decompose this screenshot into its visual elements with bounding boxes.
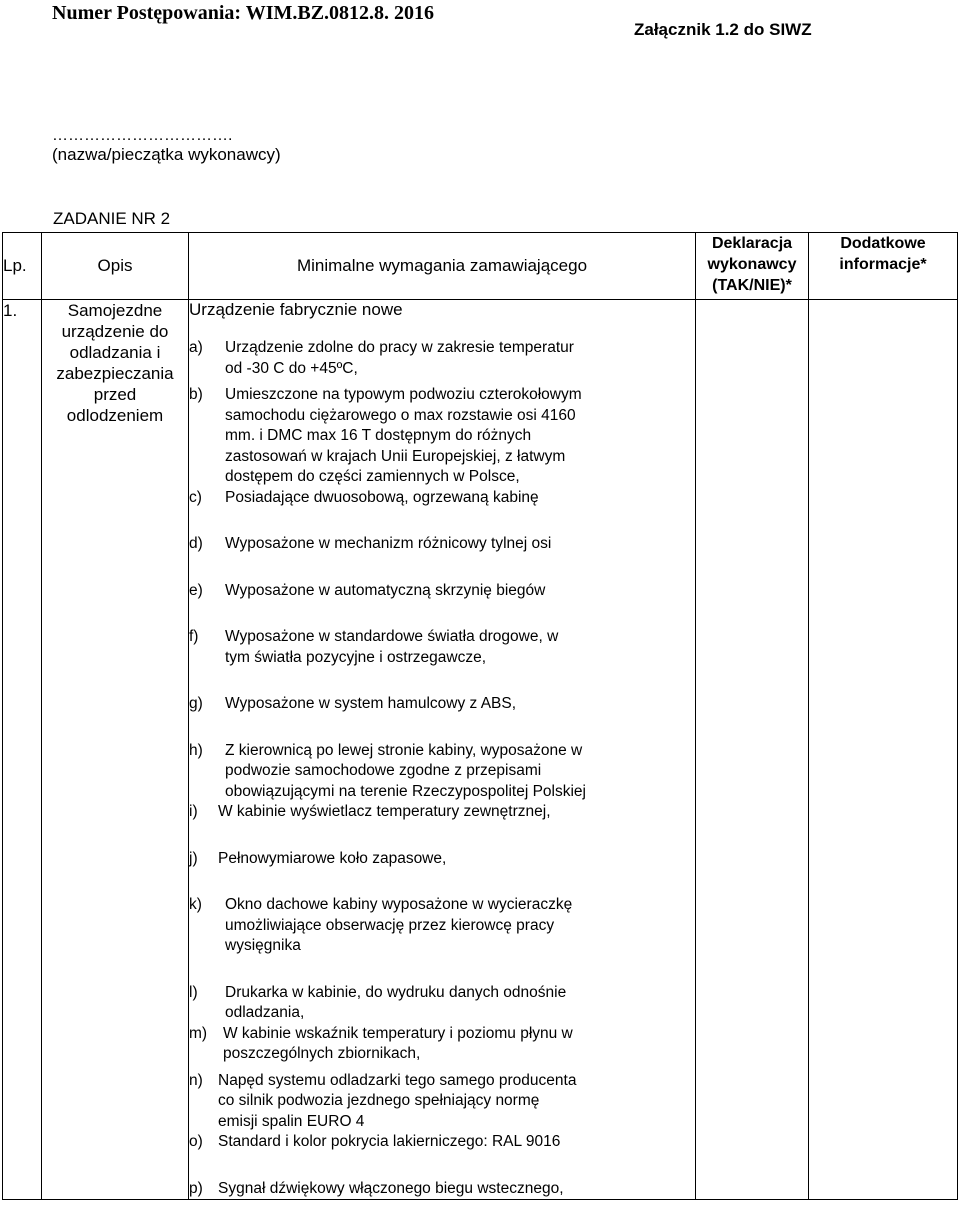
item-line: W kabinie wskaźnik temperatury i poziomu płynu w	[223, 1024, 573, 1042]
item-line: podwozie samochodowe zgodne z przepisami	[225, 762, 542, 779]
requirement-item-h	[189, 741, 695, 803]
requirement-item-i	[189, 802, 695, 823]
table-row	[3, 300, 958, 1200]
item-marker: f)	[189, 628, 199, 645]
header-declaration	[696, 233, 809, 300]
item-line: Z kierownicą po lewej stronie kabiny, wyposażone w	[225, 741, 583, 759]
item-line: samochodu ciężarowego o max rozstawie osi 4160	[225, 406, 576, 424]
requirement-item-m	[189, 1024, 695, 1065]
declaration-cell[interactable]	[696, 300, 809, 1200]
task-title: ZADANIE NR 2	[53, 209, 171, 228]
item-line: Wyposażone w mechanizm różnicowy tylnej osi	[225, 535, 552, 552]
requirement-item-o	[189, 1132, 695, 1153]
item-marker: l)	[189, 983, 198, 1001]
row-lp: 1.	[3, 300, 42, 1200]
description-line: odlodzeniem	[66, 406, 164, 425]
requirement-item-b	[189, 385, 695, 488]
requirement-item-a	[189, 338, 695, 379]
tender-number: Numer Postępowania: WIM.BZ.0812.8. 2016	[52, 2, 435, 24]
requirement-item-k	[189, 895, 695, 957]
description-line: odladzania i	[69, 343, 161, 362]
item-marker: i)	[189, 803, 198, 820]
requirement-title: Urządzenie fabrycznie nowe	[189, 300, 403, 319]
requirement-item-f	[189, 627, 695, 668]
item-marker: o)	[189, 1133, 203, 1150]
header-declaration-line: wykonawcy	[707, 256, 797, 273]
item-marker: p)	[189, 1179, 203, 1197]
item-marker: j)	[189, 849, 198, 867]
item-line: odladzania,	[225, 1004, 305, 1021]
item-marker: e)	[189, 581, 203, 599]
item-marker: a)	[189, 339, 203, 356]
item-line: Napęd systemu odladzarki tego samego producenta	[218, 1071, 577, 1089]
header-additional-line: Dodatkowe	[840, 235, 926, 252]
contractor-label: (nazwa/pieczątka wykonawcy)	[52, 145, 281, 164]
item-marker: g)	[189, 695, 203, 712]
item-line: zastosowań w krajach Unii Europejskiej, z łatwym	[225, 447, 566, 465]
row-requirements	[189, 300, 696, 1200]
header-additional	[809, 233, 958, 300]
item-marker: m)	[189, 1024, 208, 1042]
item-line: co silnik podwozia jezdnego spełniający normę	[218, 1092, 540, 1109]
requirements-table	[2, 232, 958, 1200]
requirement-item-p	[189, 1179, 695, 1200]
item-line: umożliwiające obserwację przez kierowcę pracy	[225, 916, 555, 934]
item-line: Wyposażone w automatyczną skrzynię biegów	[225, 581, 546, 599]
requirement-item-e	[189, 581, 695, 602]
description-line: Samojezdne	[67, 301, 163, 320]
table-header-row	[3, 233, 958, 300]
additional-info-cell[interactable]	[809, 300, 958, 1200]
contractor-dots: …………………………….	[52, 127, 233, 144]
attachment-label: Załącznik 1.2 do SIWZ	[634, 20, 812, 39]
item-line: Posiadające dwuosobową, ogrzewaną kabinę	[225, 488, 539, 506]
item-line: Okno dachowe kabiny wyposażone w wycieraczkę	[225, 896, 573, 913]
description-line: zabezpieczania	[56, 364, 174, 383]
item-line: Wyposażone w system hamulcowy z ABS,	[225, 695, 517, 712]
item-marker: c)	[189, 488, 202, 506]
requirement-item-n	[189, 1071, 695, 1133]
requirement-item-j	[189, 849, 695, 870]
requirement-item-c	[189, 488, 695, 509]
header-description: Opis	[42, 233, 189, 300]
item-marker: k)	[189, 896, 202, 913]
item-marker: h)	[189, 741, 203, 759]
item-marker: n)	[189, 1071, 203, 1089]
item-line: dostępem do części zamiennych w Polsce,	[225, 468, 520, 485]
description-line: przed	[93, 385, 137, 404]
header-declaration-line: (TAK/NIE)*	[712, 277, 792, 294]
requirement-item-d	[189, 534, 695, 555]
item-marker: b)	[189, 386, 203, 403]
header-additional-line: informacje*	[839, 256, 927, 273]
item-line: tym światła pozycyjne i ostrzegawcze,	[225, 648, 487, 666]
item-line: W kabinie wyświetlacz temperatury zewnętrznej,	[218, 803, 551, 820]
header-declaration-line: Deklaracja	[711, 235, 793, 252]
header-requirements: Minimalne wymagania zamawiającego	[189, 233, 696, 300]
item-line: Urządzenie zdolne do pracy w zakresie temperatur	[225, 339, 574, 356]
item-line: wysięgnika	[225, 937, 301, 954]
item-line: Wyposażone w standardowe światła drogowe, w	[225, 628, 559, 645]
item-line: obowiązującymi na terenie Rzeczypospolitej Polskiej	[225, 782, 586, 800]
row-description	[42, 300, 189, 1200]
description-line: urządzenie do	[61, 322, 169, 341]
item-line: poszczególnych zbiornikach,	[223, 1045, 421, 1062]
item-line: mm. i DMC max 16 T dostępnym do różnych	[225, 427, 532, 444]
item-marker: d)	[189, 535, 203, 552]
requirement-item-g	[189, 694, 695, 715]
item-line: Umieszczone na typowym podwoziu czterokołowym	[225, 386, 582, 403]
item-line: Drukarka w kabinie, do wydruku danych odnośnie	[225, 983, 567, 1001]
item-line: od -30 C do +45ºC,	[225, 359, 358, 377]
header-lp: Lp.	[3, 233, 42, 300]
item-line: Standard i kolor pokrycia lakierniczego: RAL 9016	[218, 1133, 561, 1150]
requirement-item-l	[189, 983, 695, 1024]
item-line: Pełnowymiarowe koło zapasowe,	[218, 849, 447, 867]
item-line: Sygnał dźwiękowy włączonego biegu wstecznego,	[218, 1179, 564, 1197]
item-line: emisji spalin EURO 4	[218, 1112, 365, 1130]
